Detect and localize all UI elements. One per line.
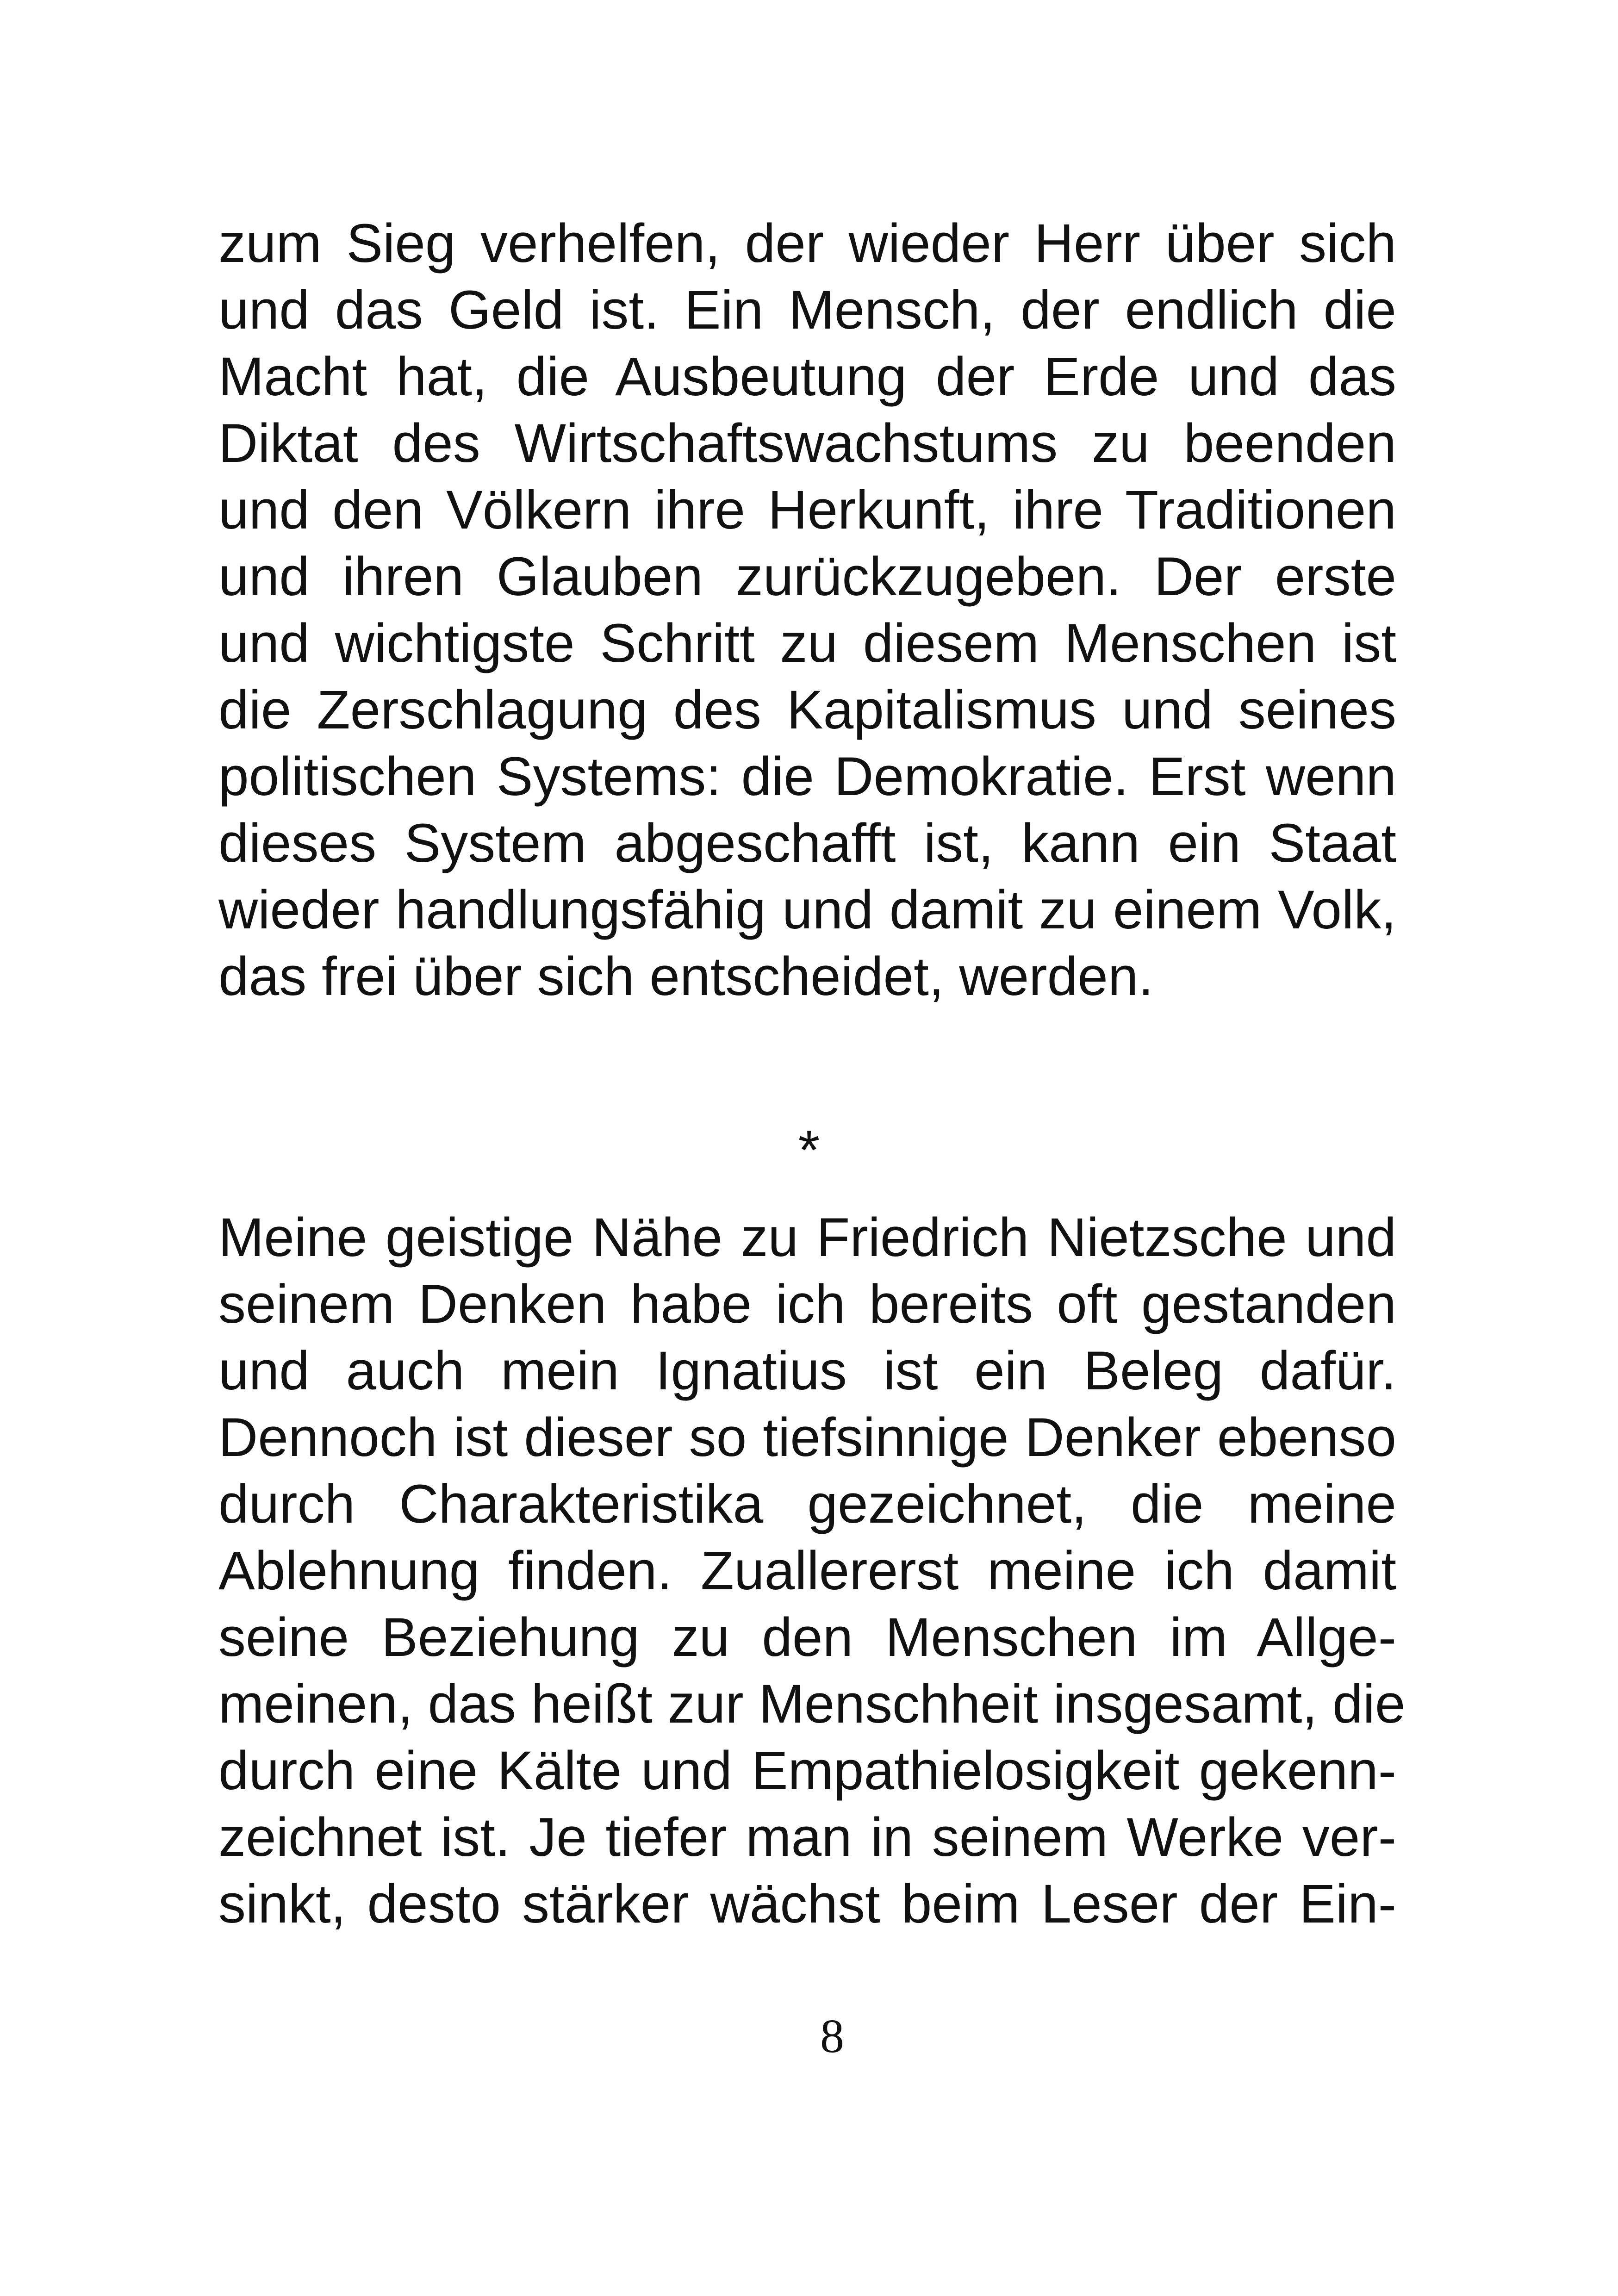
paragraph-2 (218, 1204, 1406, 1937)
section-separator: * (798, 1119, 820, 1181)
text-line: und den Völkern ihre Herkunft, ihre Traditionen (218, 479, 1396, 541)
text-line: und ihren Glauben zurückzugeben. Der erste (218, 546, 1396, 607)
text-line: sinkt, desto stärker wächst beim Leser der Ein- (218, 1873, 1396, 1935)
text-line: seinem Denken habe ich bereits oft gestanden (218, 1274, 1396, 1335)
text-line: meinen, das heißt zur Menschheit insgesamt, die (218, 1674, 1406, 1735)
text-line: dieses System abgeschafft ist, kann ein Staat (218, 813, 1396, 874)
text-line: und wichtigste Schritt zu diesem Menschen ist (218, 613, 1396, 674)
text-line: durch eine Kälte und Empathielosigkeit gekenn- (218, 1740, 1396, 1801)
text-line: Dennoch ist dieser so tiefsinnige Denker ebenso (218, 1407, 1396, 1468)
text-line: wieder handlungsfähig und damit zu einem Volk, (218, 879, 1396, 940)
page-number: 8 (820, 2010, 844, 2063)
text-line: Ablehnung finden. Zuallererst meine ich damit (218, 1540, 1396, 1601)
text-line: das frei über sich entscheidet, werden. (218, 946, 1154, 1007)
text-line: und das Geld ist. Ein Mensch, der endlich die (218, 280, 1396, 341)
text-line: Meine geistige Nähe zu Friedrich Nietzsche und (218, 1207, 1396, 1268)
text-line: die Zerschlagung des Kapitalismus und seines (218, 679, 1396, 740)
text-line: Macht hat, die Ausbeutung der Erde und das (218, 346, 1396, 407)
text-line: und auch mein Ignatius ist ein Beleg dafür. (218, 1340, 1396, 1401)
text-line: politischen Systems: die Demokratie. Erst wenn (218, 746, 1396, 807)
text-line: zeichnet ist. Je tiefer man in seinem Werke ver- (218, 1807, 1396, 1868)
paragraph-1 (218, 210, 1396, 1010)
text-line: seine Beziehung zu den Menschen im Allge- (218, 1607, 1396, 1668)
text-line: Diktat des Wirtschaftswachstums zu beenden (218, 413, 1396, 474)
text-line: durch Charakteristika gezeichnet, die meine (218, 1474, 1396, 1535)
text-line: zum Sieg verhelfen, der wieder Herr über sich (218, 213, 1396, 274)
